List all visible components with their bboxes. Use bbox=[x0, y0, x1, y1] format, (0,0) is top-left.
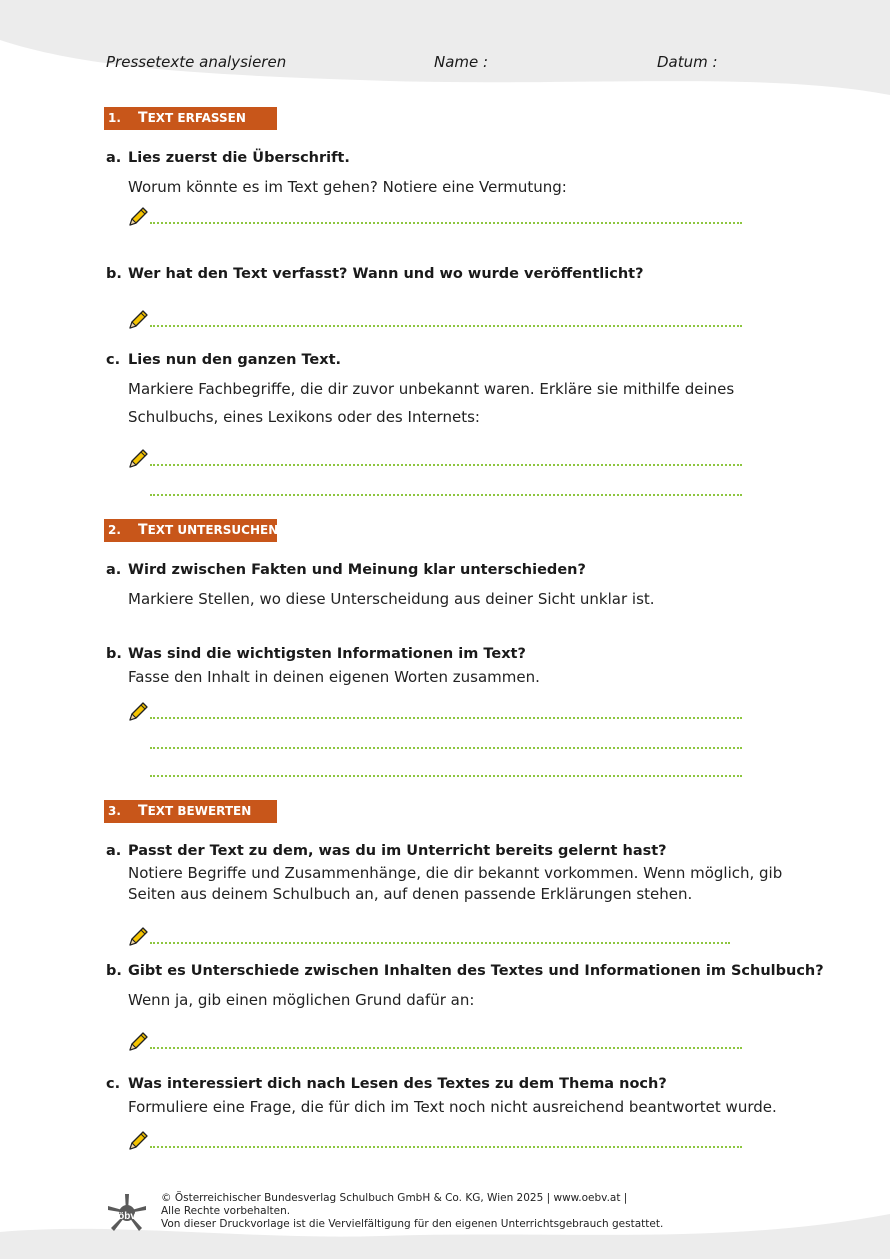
answer-line[interactable] bbox=[150, 1146, 742, 1148]
pencil-icon bbox=[127, 1130, 149, 1152]
question-instruction: Markiere Stellen, wo diese Unterscheidung aus deiner Sicht unklar ist. bbox=[128, 590, 655, 608]
section-number: 2. bbox=[108, 523, 121, 537]
answer-line[interactable] bbox=[150, 494, 742, 496]
footer-copyright: © Österreichischer Bundesverlag Schulbuch GmbH & Co. KG, Wien 2025 | www.oebv.at | Alle Rechte vorbehalten. Von dieser Druckvorlage ist die Vervielfältigung für den eigenen Unterrichtsgebrauch gestattet. bbox=[161, 1192, 664, 1230]
question-instruction: Seiten aus deinem Schulbuch an, auf denen passende Erklärungen stehen. bbox=[128, 885, 693, 903]
question-letter: a. bbox=[106, 150, 122, 166]
question-title: Wer hat den Text verfasst? Wann und wo wurde veröffentlicht? bbox=[128, 266, 644, 282]
question-instruction: Notiere Begriffe und Zusammenhänge, die dir bekannt vorkommen. Wenn möglich, gib bbox=[128, 864, 783, 882]
answer-line[interactable] bbox=[150, 1047, 742, 1049]
pencil-icon bbox=[127, 701, 149, 723]
question-letter: a. bbox=[106, 843, 122, 859]
worksheet-title: Pressetexte analysieren bbox=[106, 53, 287, 71]
question-instruction: Formuliere eine Frage, die für dich im Text noch nicht ausreichend beantwortet wurde. bbox=[128, 1098, 777, 1116]
question-instruction: Fasse den Inhalt in deinen eigenen Worten zusammen. bbox=[128, 668, 540, 686]
answer-line[interactable] bbox=[150, 747, 742, 749]
answer-line[interactable] bbox=[150, 464, 742, 466]
pencil-icon bbox=[127, 1031, 149, 1053]
question-title: Lies zuerst die Überschrift. bbox=[128, 150, 350, 166]
question-instruction: Markiere Fachbegriffe, die dir zuvor unbekannt waren. Erkläre sie mithilfe deines bbox=[128, 380, 735, 398]
answer-line[interactable] bbox=[150, 775, 742, 777]
question-letter: b. bbox=[106, 963, 122, 979]
date-field-label: Datum : bbox=[657, 53, 718, 71]
question-title: Was interessiert dich nach Lesen des Textes zu dem Thema noch? bbox=[128, 1076, 667, 1092]
pencil-icon bbox=[127, 309, 149, 331]
question-instruction: Schulbuchs, eines Lexikons oder des Internets: bbox=[128, 408, 480, 426]
section-number: 3. bbox=[108, 804, 121, 818]
pencil-icon bbox=[127, 206, 149, 228]
answer-line[interactable] bbox=[150, 717, 742, 719]
name-field-label: Name : bbox=[434, 53, 489, 71]
section-2-heading: 2. TEXT UNTERSUCHEN bbox=[104, 519, 277, 542]
question-letter: a. bbox=[106, 562, 122, 578]
question-letter: c. bbox=[106, 352, 121, 368]
section-3-heading: 3. TEXT BEWERTEN bbox=[104, 800, 277, 823]
answer-line[interactable] bbox=[150, 942, 730, 944]
question-instruction: Worum könnte es im Text gehen? Notiere eine Vermutung: bbox=[128, 178, 567, 196]
question-title: Passt der Text zu dem, was du im Unterricht bereits gelernt hast? bbox=[128, 843, 667, 859]
answer-line[interactable] bbox=[150, 325, 742, 327]
oebv-logo bbox=[106, 1192, 148, 1234]
question-title: Gibt es Unterschiede zwischen Inhalten des Textes und Informationen im Schulbuch? bbox=[128, 963, 824, 979]
pencil-icon bbox=[127, 926, 149, 948]
section-number: 1. bbox=[108, 111, 121, 125]
question-instruction: Wenn ja, gib einen möglichen Grund dafür an: bbox=[128, 991, 475, 1009]
svg-text:öbv: öbv bbox=[118, 1211, 136, 1222]
section-1-heading: 1. TEXT ERFASSEN bbox=[104, 107, 277, 130]
answer-line[interactable] bbox=[150, 222, 742, 224]
question-title: Was sind die wichtigsten Informationen im Text? bbox=[128, 646, 526, 662]
question-letter: c. bbox=[106, 1076, 121, 1092]
question-title: Wird zwischen Fakten und Meinung klar unterschieden? bbox=[128, 562, 586, 578]
question-letter: b. bbox=[106, 266, 122, 282]
pencil-icon bbox=[127, 448, 149, 470]
question-title: Lies nun den ganzen Text. bbox=[128, 352, 342, 368]
question-letter: b. bbox=[106, 646, 122, 662]
